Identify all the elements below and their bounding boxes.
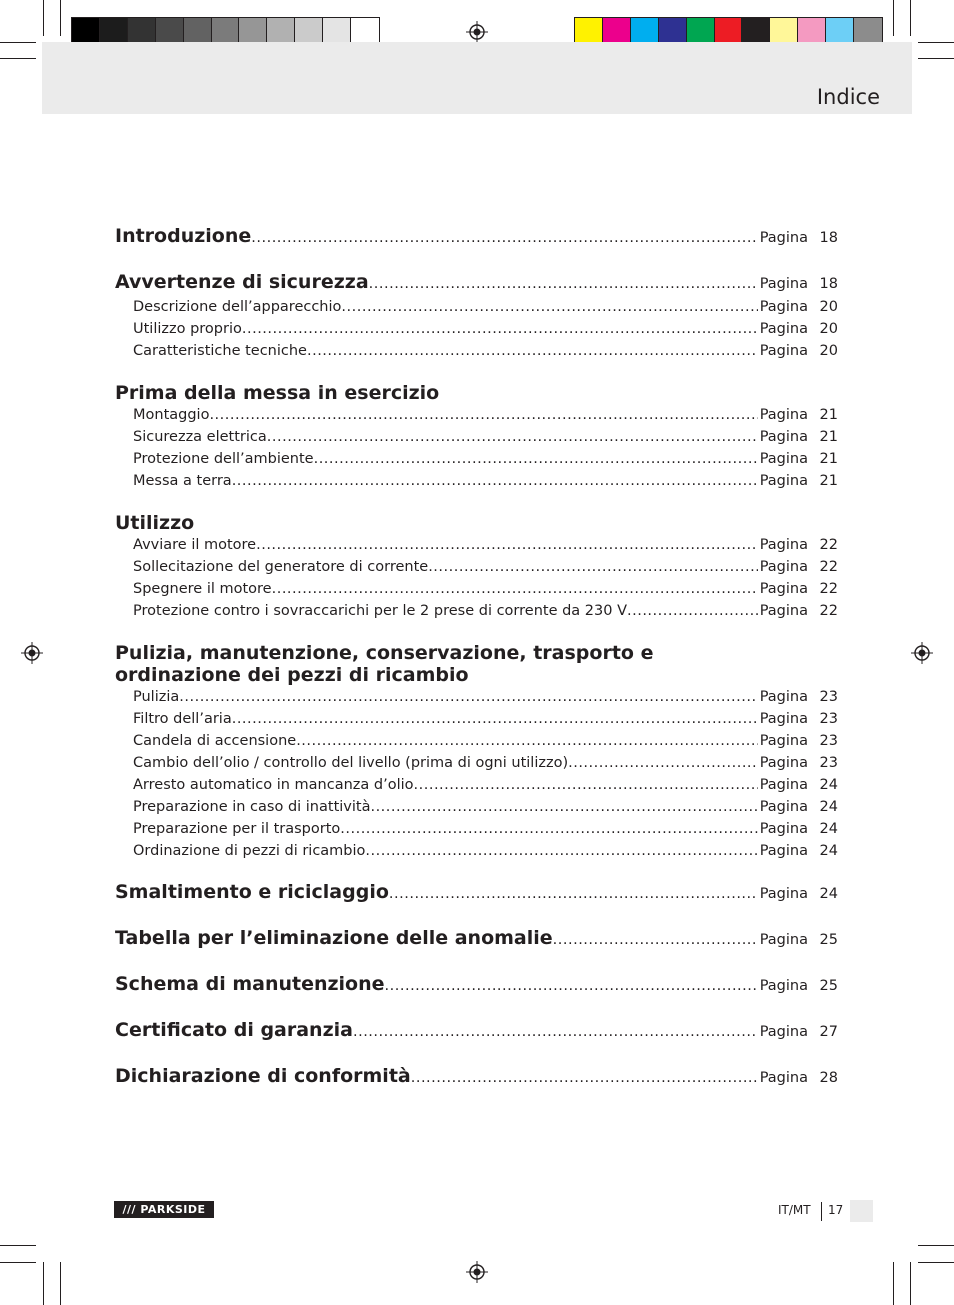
registration-mark-icon bbox=[466, 21, 488, 43]
page-word: Pagina bbox=[759, 799, 808, 815]
section-heading: Prima della messa in esercizio bbox=[115, 382, 440, 404]
color-swatch bbox=[239, 18, 267, 45]
color-swatch bbox=[295, 18, 323, 45]
entry-label: Protezione contro i sovraccarichi per le 2 prese di corrente da 230 V bbox=[133, 603, 627, 619]
section-title: Tabella per l’eliminazione delle anomalie bbox=[115, 927, 553, 949]
page-word: Pagina bbox=[759, 581, 808, 597]
crop-mark bbox=[43, 0, 44, 36]
color-swatch bbox=[659, 18, 687, 45]
color-swatch bbox=[212, 18, 240, 45]
toc-section bbox=[115, 512, 838, 622]
page-word: Pagina bbox=[759, 321, 808, 337]
toc-section bbox=[115, 642, 838, 862]
crop-mark bbox=[0, 1245, 36, 1246]
footer-divider bbox=[821, 1202, 822, 1221]
color-swatch bbox=[575, 18, 603, 45]
toc-section bbox=[115, 270, 838, 362]
entry-label: Sollecitazione del generatore di corrente bbox=[133, 559, 429, 575]
dot-leader bbox=[179, 686, 757, 708]
dot-leader bbox=[232, 708, 758, 730]
page-number: 21 bbox=[819, 429, 838, 445]
toc-entry[interactable] bbox=[115, 818, 838, 840]
toc-section bbox=[115, 1064, 838, 1090]
section-title: Smaltimento e riciclaggio bbox=[115, 881, 389, 903]
color-swatch bbox=[798, 18, 826, 45]
page-word: Pagina bbox=[759, 429, 808, 445]
crop-mark bbox=[0, 1262, 36, 1263]
page-number: 21 bbox=[819, 451, 838, 467]
entry-label: Protezione dell’ambiente bbox=[133, 451, 314, 467]
dot-leader bbox=[256, 534, 758, 556]
table-of-contents bbox=[115, 224, 838, 1090]
toc-entry[interactable] bbox=[115, 404, 838, 426]
crop-mark bbox=[893, 1262, 894, 1305]
toc-section-entry[interactable] bbox=[115, 270, 838, 296]
section-heading: ordinazione dei pezzi di ricambio bbox=[115, 664, 469, 686]
registration-mark-icon bbox=[466, 1261, 488, 1283]
entry-label: Preparazione in caso di inattività bbox=[133, 799, 371, 815]
page-word: Pagina bbox=[759, 689, 808, 705]
dot-leader bbox=[314, 448, 758, 470]
toc-section-entry[interactable] bbox=[115, 972, 838, 998]
page-number: 27 bbox=[819, 1024, 838, 1040]
color-swatch bbox=[687, 18, 715, 45]
color-swatch bbox=[323, 18, 351, 45]
crop-mark bbox=[60, 1262, 61, 1305]
toc-entry[interactable] bbox=[115, 708, 838, 730]
crop-mark bbox=[0, 42, 36, 43]
crop-mark bbox=[60, 0, 61, 36]
color-swatch bbox=[603, 18, 631, 45]
color-swatch bbox=[770, 18, 798, 45]
page-number: 21 bbox=[819, 473, 838, 489]
page-number: 23 bbox=[819, 711, 838, 727]
toc-section bbox=[115, 926, 838, 952]
dot-leader bbox=[251, 226, 757, 250]
color-swatch bbox=[742, 18, 770, 45]
entry-label: Arresto automatico in mancanza d’olio bbox=[133, 777, 414, 793]
page-number: 22 bbox=[819, 603, 838, 619]
toc-entry[interactable] bbox=[115, 296, 838, 318]
entry-label: Caratteristiche tecniche bbox=[133, 343, 307, 359]
page-number: 22 bbox=[819, 559, 838, 575]
page-word: Pagina bbox=[759, 843, 808, 859]
page-word: Pagina bbox=[759, 755, 808, 771]
page-word: Pagina bbox=[759, 559, 808, 575]
page-number: 20 bbox=[819, 321, 838, 337]
entry-label: Preparazione per il trasporto bbox=[133, 821, 341, 837]
page-number: 18 bbox=[819, 230, 838, 246]
toc-entry[interactable] bbox=[115, 840, 838, 862]
page-number: 21 bbox=[819, 407, 838, 423]
page-title: Indice bbox=[816, 85, 880, 109]
dot-leader bbox=[389, 882, 758, 906]
entry-label: Avviare il motore bbox=[133, 537, 257, 553]
toc-entry[interactable] bbox=[115, 730, 838, 752]
color-swatch bbox=[100, 18, 128, 45]
color-swatch bbox=[351, 18, 379, 45]
dot-leader bbox=[272, 578, 758, 600]
crop-mark bbox=[918, 1245, 954, 1246]
page-word: Pagina bbox=[759, 451, 808, 467]
section-title: Avvertenze di sicurezza bbox=[115, 271, 369, 293]
page-word: Pagina bbox=[759, 299, 808, 315]
dot-leader bbox=[209, 404, 757, 426]
color-swatch bbox=[72, 18, 100, 45]
dot-leader bbox=[414, 774, 758, 796]
toc-entry[interactable] bbox=[115, 470, 838, 492]
page-word: Pagina bbox=[759, 1070, 808, 1086]
toc-section-entry[interactable] bbox=[115, 1064, 838, 1090]
page-number: 22 bbox=[819, 537, 838, 553]
color-swatch bbox=[715, 18, 743, 45]
page-word: Pagina bbox=[759, 733, 808, 749]
page-word: Pagina bbox=[759, 343, 808, 359]
crop-mark bbox=[910, 0, 911, 36]
page-word: Pagina bbox=[759, 886, 808, 902]
brand-logo: /// PARKSIDE bbox=[114, 1201, 214, 1218]
toc-entry[interactable] bbox=[115, 774, 838, 796]
dot-leader bbox=[370, 796, 757, 818]
footer-page-number: 17 bbox=[828, 1203, 844, 1217]
toc-entry[interactable] bbox=[115, 340, 838, 362]
entry-label: Sicurezza elettrica bbox=[133, 429, 267, 445]
toc-section-entry[interactable] bbox=[115, 1018, 838, 1044]
page-word: Pagina bbox=[759, 603, 808, 619]
color-swatch bbox=[184, 18, 212, 45]
entry-label: Messa a terra bbox=[133, 473, 232, 489]
toc-entry[interactable] bbox=[115, 426, 838, 448]
page-word: Pagina bbox=[759, 473, 808, 489]
toc-entry[interactable] bbox=[115, 318, 838, 340]
dot-leader bbox=[232, 470, 758, 492]
page-number: 24 bbox=[819, 777, 838, 793]
dot-leader bbox=[242, 318, 758, 340]
page-word: Pagina bbox=[759, 276, 808, 292]
color-swatch bbox=[631, 18, 659, 45]
page-number: 24 bbox=[819, 799, 838, 815]
dot-leader bbox=[553, 928, 758, 952]
dot-leader bbox=[385, 974, 758, 998]
dot-leader bbox=[341, 296, 757, 318]
page-number: 23 bbox=[819, 755, 838, 771]
header-band bbox=[42, 42, 912, 114]
toc-section bbox=[115, 880, 838, 906]
crop-mark bbox=[918, 1262, 954, 1263]
section-title: Introduzione bbox=[115, 225, 252, 247]
color-swatch bbox=[854, 18, 882, 45]
dot-leader bbox=[340, 818, 757, 840]
entry-label: Utilizzo proprio bbox=[133, 321, 242, 337]
toc-entry[interactable] bbox=[115, 686, 838, 708]
registration-mark-icon bbox=[21, 642, 43, 664]
toc-section bbox=[115, 382, 838, 492]
entry-label: Ordinazione di pezzi di ricambio bbox=[133, 843, 366, 859]
entry-label: Montaggio bbox=[133, 407, 210, 423]
entry-label: Spegnere il motore bbox=[133, 581, 272, 597]
color-swatch bbox=[267, 18, 295, 45]
page-number: 25 bbox=[819, 932, 838, 948]
page-word: Pagina bbox=[759, 1024, 808, 1040]
dot-leader bbox=[411, 1066, 758, 1090]
dot-leader bbox=[627, 600, 758, 622]
toc-entry[interactable] bbox=[115, 556, 838, 578]
dot-leader bbox=[365, 840, 757, 862]
color-swatch bbox=[128, 18, 156, 45]
section-title: Schema di manutenzione bbox=[115, 973, 385, 995]
color-swatch bbox=[156, 18, 184, 45]
section-heading: Pulizia, manutenzione, conservazione, trasporto e bbox=[115, 642, 654, 664]
crop-mark bbox=[918, 58, 954, 59]
entry-label: Candela di accensione bbox=[133, 733, 297, 749]
entry-label: Filtro dell’aria bbox=[133, 711, 232, 727]
toc-entry[interactable] bbox=[115, 448, 838, 470]
page-word: Pagina bbox=[759, 777, 808, 793]
page-word: Pagina bbox=[759, 821, 808, 837]
page-word: Pagina bbox=[759, 711, 808, 727]
page-word: Pagina bbox=[759, 230, 808, 246]
page-number: 24 bbox=[819, 886, 838, 902]
toc-entry[interactable] bbox=[115, 600, 838, 622]
page-number: 20 bbox=[819, 299, 838, 315]
dot-leader bbox=[307, 340, 758, 362]
page-number: 23 bbox=[819, 689, 838, 705]
dot-leader bbox=[353, 1020, 758, 1044]
toc-section bbox=[115, 972, 838, 998]
toc-section bbox=[115, 224, 838, 250]
page-number: 25 bbox=[819, 978, 838, 994]
footer-thumb-tab bbox=[850, 1200, 873, 1222]
toc-entry[interactable] bbox=[115, 752, 838, 774]
page-number: 20 bbox=[819, 343, 838, 359]
entry-label: Cambio dell’olio / controllo del livello (prima di ogni utilizzo) bbox=[133, 755, 569, 771]
registration-mark-icon bbox=[911, 642, 933, 664]
dot-leader bbox=[267, 426, 758, 448]
crop-mark bbox=[910, 1262, 911, 1305]
footer-language-code: IT/MT bbox=[778, 1203, 811, 1217]
dot-leader bbox=[568, 752, 758, 774]
toc-entry[interactable] bbox=[115, 578, 838, 600]
crop-mark bbox=[43, 1262, 44, 1305]
color-swatch bbox=[826, 18, 854, 45]
toc-section-entry[interactable] bbox=[115, 926, 838, 952]
page-number: 28 bbox=[819, 1070, 838, 1086]
dot-leader bbox=[428, 556, 758, 578]
toc-entry[interactable] bbox=[115, 534, 838, 556]
page-word: Pagina bbox=[759, 932, 808, 948]
section-heading: Utilizzo bbox=[115, 512, 195, 534]
toc-section bbox=[115, 1018, 838, 1044]
section-title: Certificato di garanzia bbox=[115, 1019, 353, 1041]
toc-section-entry[interactable] bbox=[115, 880, 838, 906]
crop-mark bbox=[893, 0, 894, 36]
page-word: Pagina bbox=[759, 537, 808, 553]
page-number: 24 bbox=[819, 821, 838, 837]
entry-label: Pulizia bbox=[133, 689, 180, 705]
page-number: 23 bbox=[819, 733, 838, 749]
entry-label: Descrizione dell’apparecchio bbox=[133, 299, 342, 315]
toc-section-entry[interactable] bbox=[115, 224, 838, 250]
page-word: Pagina bbox=[759, 978, 808, 994]
page-word: Pagina bbox=[759, 407, 808, 423]
section-title: Dichiarazione di conformità bbox=[115, 1065, 411, 1087]
dot-leader bbox=[369, 272, 758, 296]
page-number: 18 bbox=[819, 276, 838, 292]
crop-mark bbox=[0, 58, 36, 59]
page-number: 22 bbox=[819, 581, 838, 597]
toc-entry[interactable] bbox=[115, 796, 838, 818]
crop-mark bbox=[918, 42, 954, 43]
page-number: 24 bbox=[819, 843, 838, 859]
dot-leader bbox=[296, 730, 758, 752]
